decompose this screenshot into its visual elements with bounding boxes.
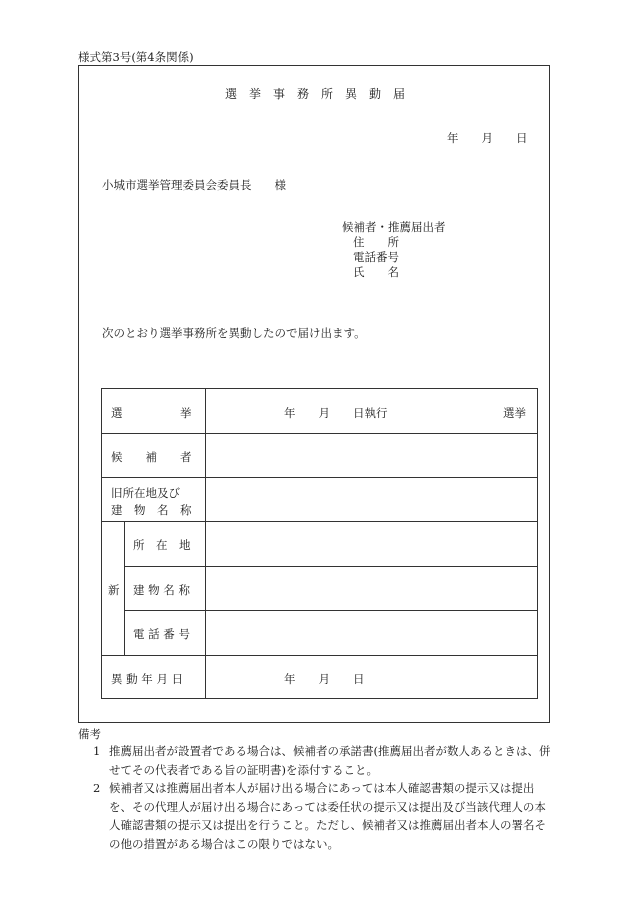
election-suffix: 選挙 [503, 406, 526, 420]
new-location-label: 所 在 地 [133, 538, 191, 552]
addressee: 小城市選挙管理委員会委員長 様 [102, 178, 286, 192]
row-divider [102, 521, 537, 522]
statement-text: 次のとおり選挙事務所を異動したので届け出ます。 [102, 326, 366, 340]
candidate-label: 候 補 者 [111, 450, 192, 464]
applicant-name-label: 氏 名 [353, 265, 399, 279]
note-item [93, 742, 554, 779]
old-location-label: 旧所在地及び [111, 486, 180, 500]
row-divider [124, 610, 537, 611]
office-change-table [101, 388, 538, 699]
submission-date: 年 月 日 [447, 131, 528, 145]
row-divider [102, 433, 537, 434]
election-date-value: 年 月 日執行 [284, 406, 388, 420]
row-divider [124, 566, 537, 567]
election-label: 選 挙 [111, 406, 192, 420]
row-divider [102, 655, 537, 656]
column-divider [205, 389, 206, 698]
note-number: 1 [93, 744, 101, 758]
row-divider [102, 477, 537, 478]
note-text: 推薦届出者が設置者である場合は、候補者の承諾書(推薦届出者が数人あるときは、併せてその代表者である旨の証明書)を添付すること。 [109, 744, 551, 777]
change-date-value: 年 月 日 [284, 672, 365, 686]
applicant-address-label: 住 所 [353, 235, 399, 249]
new-label: 新 [108, 583, 120, 597]
note-number: 2 [93, 781, 101, 795]
form-title: 選 挙 事 務 所 異 動 届 [224, 87, 405, 101]
note-text: 候補者又は推薦届出者本人が届け出る場合にあっては本人確認書類の提示又は提出を、その代理人が届け出る場合にあっては委任状の提示又は提出及び当該代理人の本人確認書類の提示又は提出を行うこと。ただし、候補者又は推薦届出者本人の署名その他の措置がある場合はこの限りではない。 [109, 781, 546, 851]
change-date-label: 異 動 年 月 日 [111, 672, 184, 686]
new-phone-label: 電 話 番 号 [133, 627, 190, 641]
notes-heading: 備考 [78, 727, 101, 741]
old-building-label: 建 物 名 称 [111, 503, 192, 517]
note-item [93, 779, 554, 853]
applicant-block [342, 220, 446, 280]
applicant-role: 候補者・推薦届出者 [342, 220, 446, 234]
applicant-phone-label: 電話番号 [353, 250, 399, 264]
column-divider [124, 521, 125, 655]
new-building-label: 建 物 名 称 [133, 583, 190, 597]
form-number-label: 様式第3号(第4条関係) [78, 50, 194, 64]
